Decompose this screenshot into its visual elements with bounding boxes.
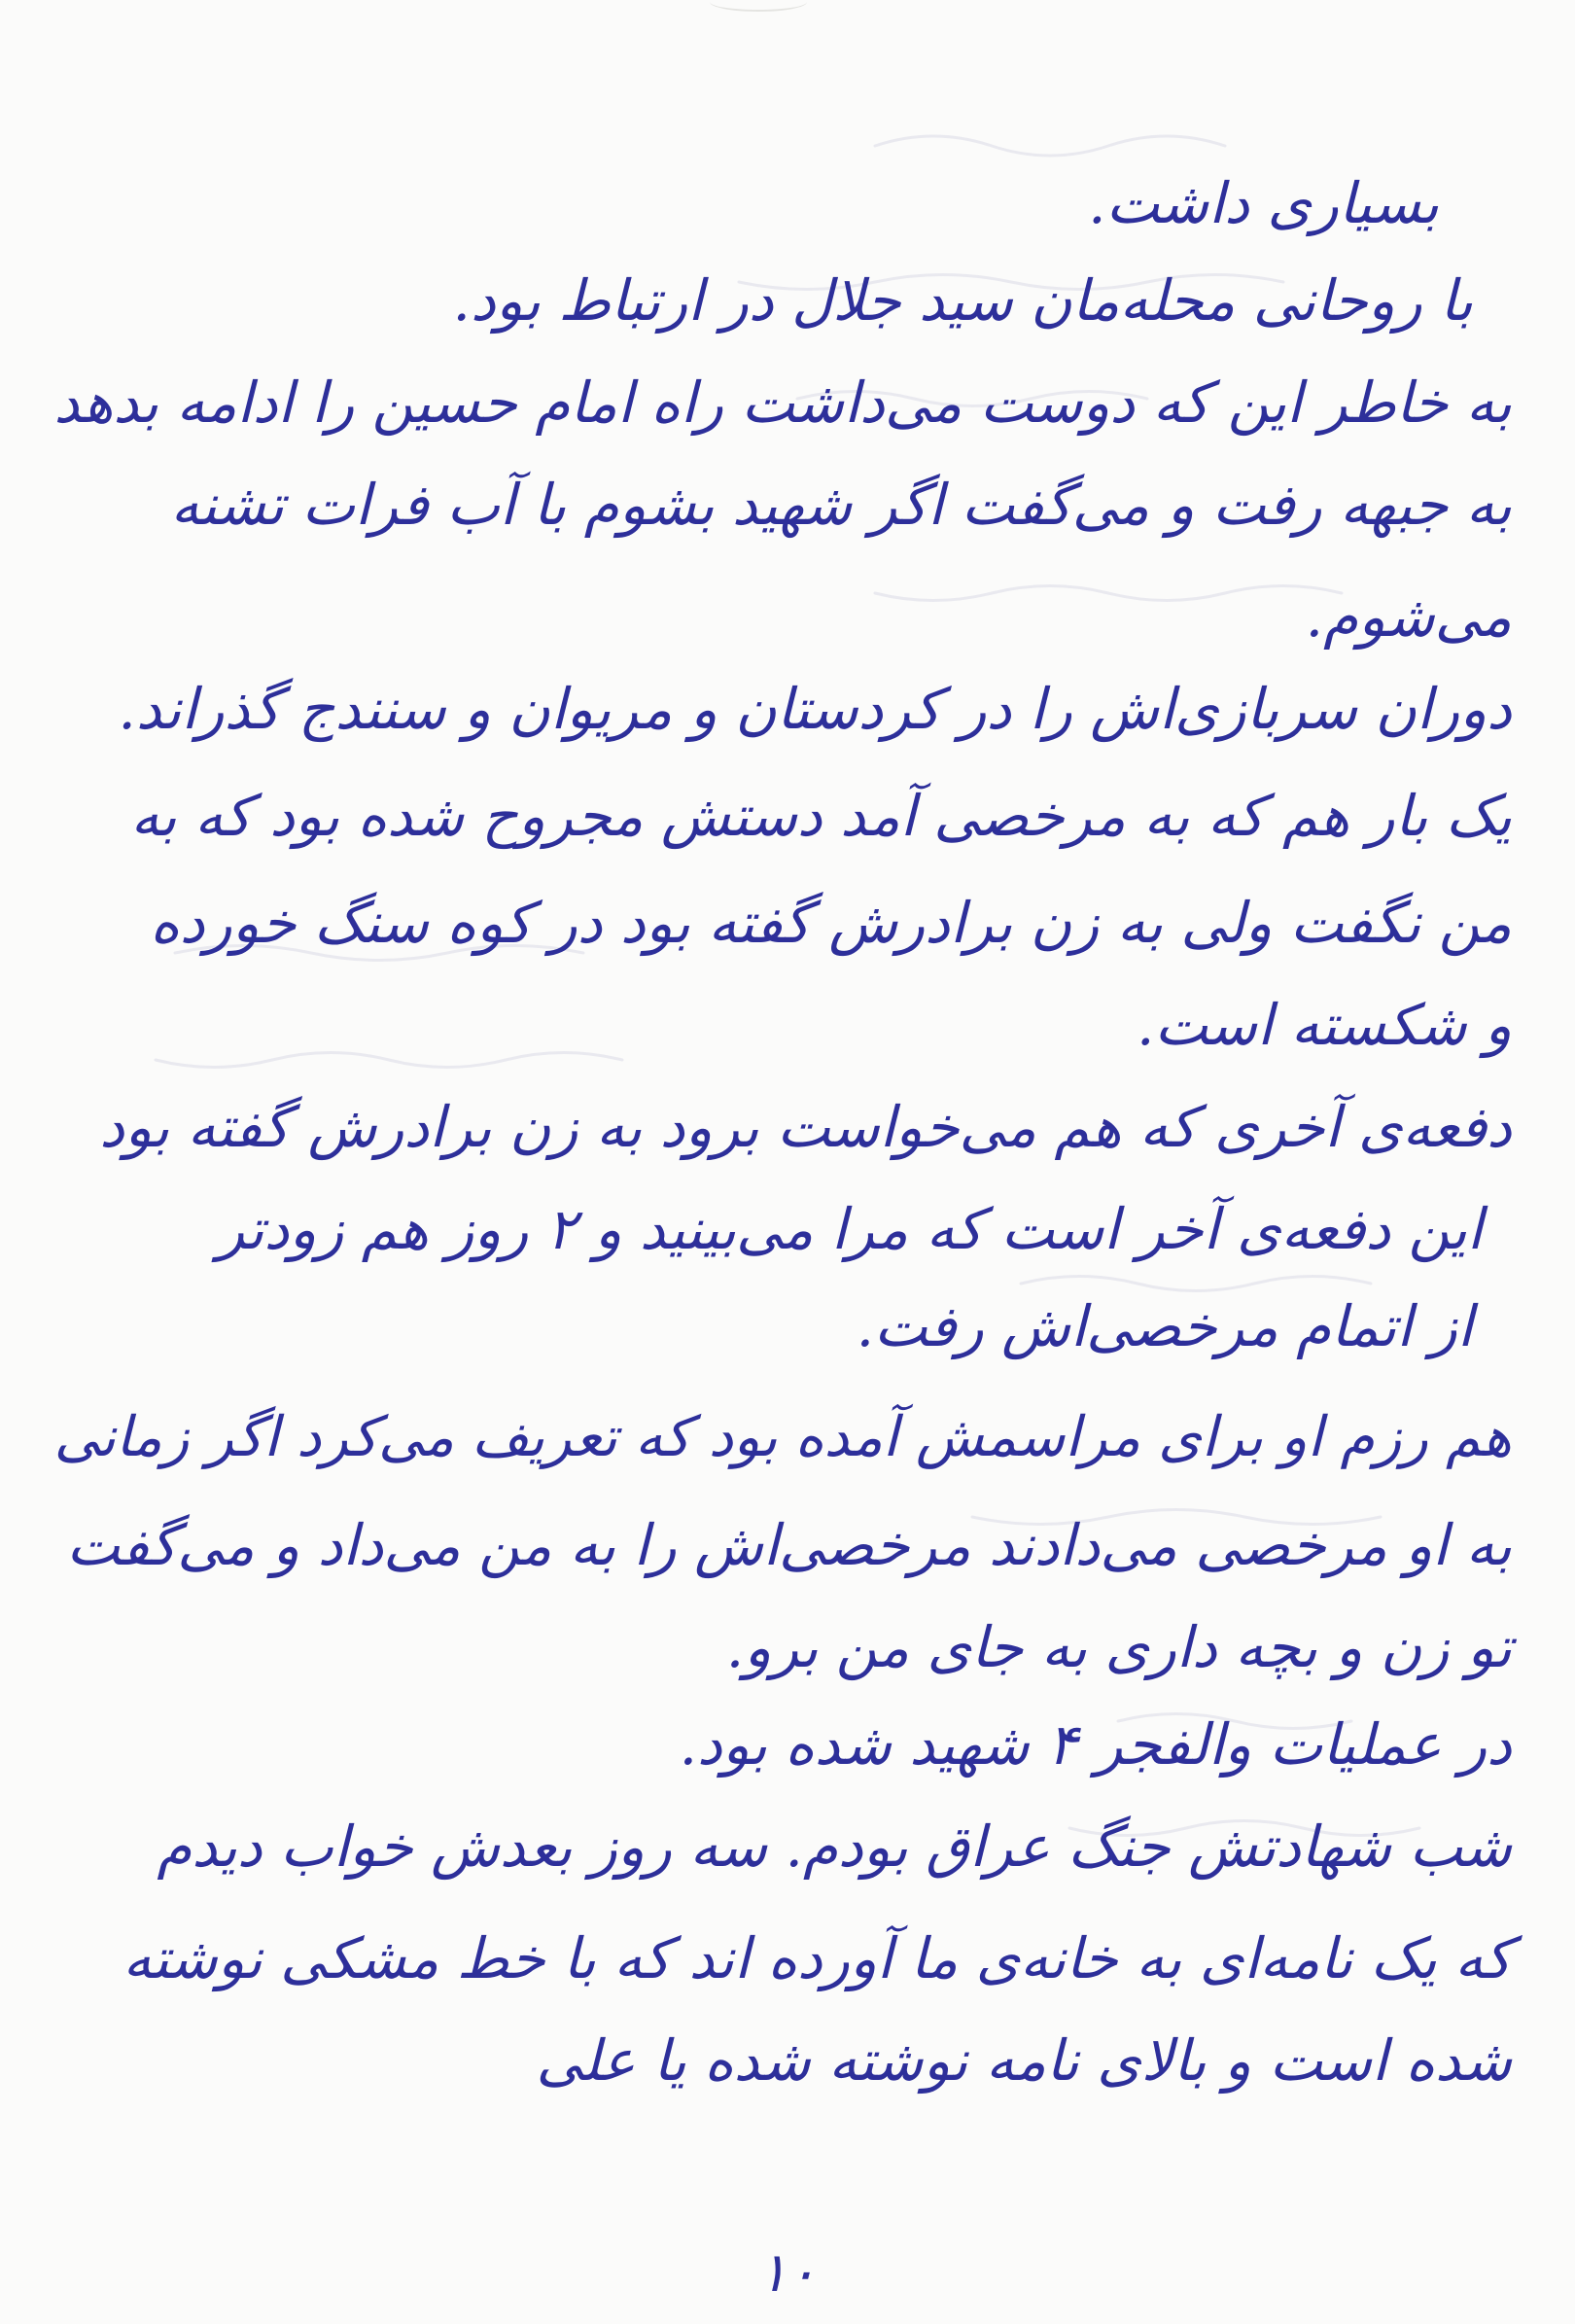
text-line-19: شده است و بالای نامه نوشته شده یا علی	[536, 2027, 1512, 2094]
text-line-13: هم رزم او برای مراسمش آمده بود که تعریف می‌کرد اگر زمانی	[53, 1405, 1512, 1469]
text-line-6: دوران سربازی‌اش را در کردستان و مریوان و سنندج گذراند.	[118, 676, 1512, 742]
text-line-14: به او مرخصی می‌دادند مرخصی‌اش را به من می‌داد و می‌گفت	[66, 1512, 1512, 1578]
text-line-11: این دفعه‌ی آخر است که مرا می‌بینید و ۲ روز هم زودتر	[217, 1196, 1483, 1262]
text-line-5: می‌شوم.	[1305, 583, 1512, 650]
text-line-3: به خاطر این که دوست می‌داشت راه امام حسین را ادامه بدهد	[53, 370, 1512, 436]
text-line-1: بسیاری داشت.	[1088, 170, 1439, 236]
text-line-17: شب شهادتش جنگ عراق بودم. سه روز بعدش خواب دیدم	[157, 1813, 1512, 1880]
text-line-8: من نگفت ولی به زن برادرش گفته بود در کوه سنگ خورده	[150, 890, 1512, 956]
page-number: ۱۰	[757, 2241, 818, 2305]
text-line-9: و شکسته است.	[1137, 992, 1512, 1058]
text-line-7: یک بار هم که به مرخصی آمد دستش مجروح شده بود که به	[130, 783, 1512, 849]
text-line-4: به جبهه رفت و می‌گفت اگر شهید بشوم با آب فرات تشنه	[170, 472, 1512, 538]
text-line-2: با روحانی محله‌مان سید جلال در ارتباط بود.	[452, 267, 1473, 334]
text-line-12: از اتمام مرخصی‌اش رفت.	[856, 1293, 1473, 1359]
text-line-16: در عملیات والفجر ۴ شهید شده بود.	[679, 1711, 1512, 1778]
text-line-18: که یک نامه‌ای به خانه‌ی ما آورده اند که با خط مشکی نوشته	[122, 1925, 1512, 1991]
top-edge-mark	[710, 0, 807, 12]
text-line-15: تو زن و بچه داری به جای من برو.	[725, 1614, 1512, 1680]
text-line-10: دفعه‌ی آخری که هم می‌خواست برود به زن برادرش گفته بود	[99, 1094, 1512, 1160]
